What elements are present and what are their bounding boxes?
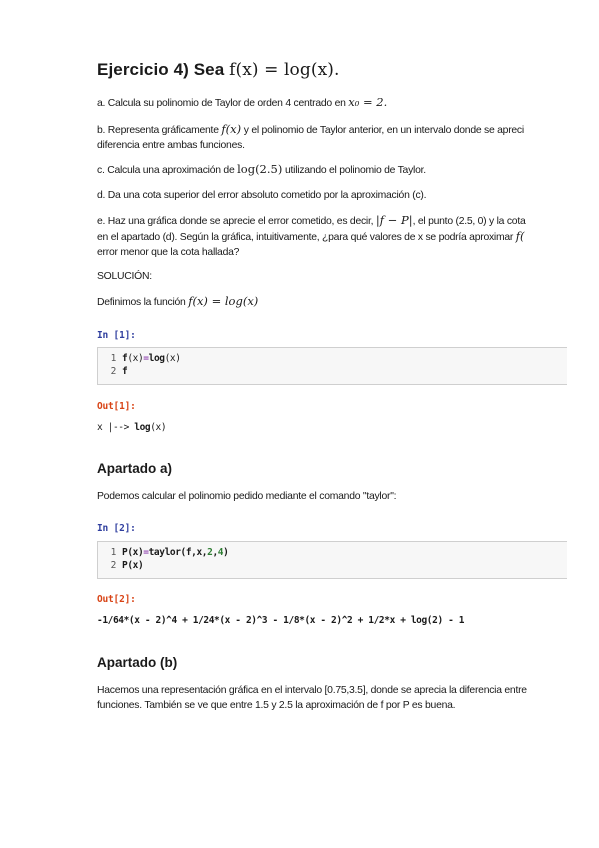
code-token: P(x) xyxy=(122,560,144,571)
code-token: , xyxy=(212,547,218,558)
item-e-line1-pre: e. Haz una gráfica donde se aprecie el error cometido, es decir, xyxy=(97,216,376,227)
item-d-text: d. Da una cota superior del error absoluto cometido por la aproximación (c). xyxy=(97,190,427,201)
cell2-output: -1/64*(x - 2)^4 + 1/24*(x - 2)^3 - 1/8*(x - 2)^2 + 1/2*x + log(2) - 1 xyxy=(97,615,465,626)
exercise-heading-text: Ejercicio 4) Sea xyxy=(97,60,230,79)
cell2-in-prompt: In [2]: xyxy=(97,523,136,534)
item-c-math: log(2.5) xyxy=(237,162,283,176)
solution-label: SOLUCIÓN: xyxy=(97,271,152,282)
line-number: 1 xyxy=(110,353,116,364)
exercise-heading xyxy=(97,60,340,80)
code-token: f xyxy=(122,353,128,364)
item-e-math2: f( xyxy=(515,229,525,243)
cell1-in-prompt: In [1]: xyxy=(97,330,136,341)
define-text-math: f(x) = log(x) xyxy=(188,294,259,308)
item-a xyxy=(97,95,559,111)
code-operator: = xyxy=(143,353,149,364)
item-e-line3: error menor que la cota hallada? xyxy=(97,247,240,258)
item-e-math: |f − P| xyxy=(375,213,413,227)
item-e-line1-post: , el punto (2.5, 0) y la cota xyxy=(412,216,526,227)
item-a-text: a. Calcula su polinomio de Taylor de orden 4 centrado en xyxy=(97,98,349,109)
item-e-line2-pre: en el apartado (d). Según la gráfica, intuitivamente, ¿para qué valores de x se podría aproximar xyxy=(97,232,516,243)
code-cell-2[interactable] xyxy=(97,541,567,579)
code-cell-1[interactable] xyxy=(97,347,567,385)
exercise-heading-math: f(x) = log(x). xyxy=(229,60,340,80)
item-e-line1 xyxy=(97,213,559,229)
item-d xyxy=(97,188,559,203)
code-token: (x) xyxy=(127,353,144,364)
code-number: 2 xyxy=(207,547,213,558)
item-b-math: f(x) xyxy=(221,122,242,136)
code-token: ) xyxy=(223,547,229,558)
code-token: (x) xyxy=(164,353,181,364)
line-number: 1 xyxy=(110,547,116,558)
output-function: log xyxy=(134,422,151,433)
item-b-line1 xyxy=(97,122,559,138)
code-token: f xyxy=(122,366,128,377)
item-b-line2: diferencia entre ambas funciones. xyxy=(97,140,245,151)
code-token: (f,x, xyxy=(180,547,208,558)
code-cell-2-line2 xyxy=(104,560,143,572)
section-a-title: Apartado a) xyxy=(97,461,173,476)
section-b-title: Apartado (b) xyxy=(97,655,178,670)
item-c-post: utilizando el polinomio de Taylor. xyxy=(282,165,426,176)
code-token: P(x) xyxy=(122,547,144,558)
line-number: 2 xyxy=(110,366,116,377)
item-b xyxy=(97,122,559,153)
item-b-line1-post: y el polinomio de Taylor anterior, en un intervalo donde se apreci xyxy=(241,125,524,136)
code-operator: = xyxy=(143,547,149,558)
item-a-math: x₀ = 2. xyxy=(348,95,388,109)
cell1-output xyxy=(97,422,166,433)
code-cell-1-line2 xyxy=(104,366,127,378)
item-c xyxy=(97,162,559,178)
section-b-text xyxy=(97,683,559,713)
code-number: 4 xyxy=(217,547,224,558)
item-b-line1-pre: b. Representa gráficamente xyxy=(97,125,222,136)
section-b-line1: Hacemos una representación gráfica en el intervalo [0.75,3.5], donde se aprecia la diferencia entre xyxy=(97,685,527,696)
cell1-out-prompt: Out[1]: xyxy=(97,401,136,412)
cell2-out-prompt: Out[2]: xyxy=(97,594,136,605)
output-token: (x) xyxy=(150,422,167,433)
item-c-pre: c. Calcula una aproximación de xyxy=(97,165,238,176)
define-function-text xyxy=(97,294,559,310)
item-e xyxy=(97,213,559,260)
define-text-pre: Definimos la función xyxy=(97,297,189,308)
code-cell-1-line1 xyxy=(104,353,181,365)
output-token: x |--> xyxy=(97,422,135,433)
section-b-line2: funciones. También se ve que entre 1.5 y 2.5 la aproximación de f por P es buena. xyxy=(97,700,456,711)
line-number: 2 xyxy=(110,560,116,571)
section-a-text: Podemos calcular el polinomio pedido mediante el comando "taylor": xyxy=(97,491,397,502)
item-e-line2 xyxy=(97,229,559,245)
code-function: taylor xyxy=(148,547,181,558)
code-cell-2-line1 xyxy=(104,547,228,559)
code-function: log xyxy=(148,353,165,364)
